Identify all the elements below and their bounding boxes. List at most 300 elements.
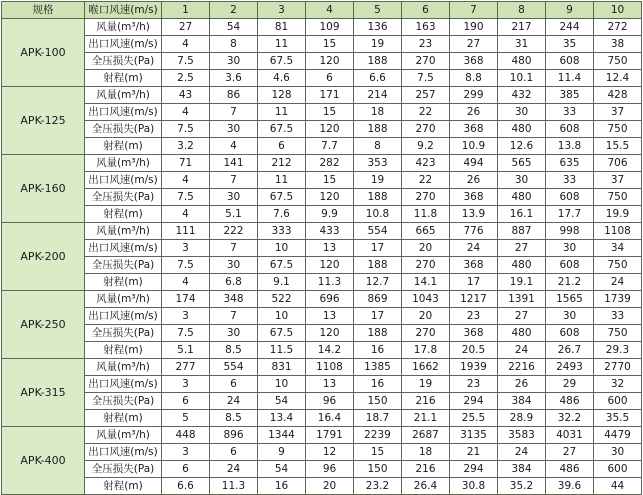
air-volume-label: 风量(m³/h) xyxy=(85,155,162,172)
table-body xyxy=(2,19,642,495)
table-row xyxy=(2,410,642,427)
outlet-velocity-label: 出口风速(m/s) xyxy=(85,104,162,121)
air-volume-value: 353 xyxy=(354,155,402,172)
throw-distance-value: 10.8 xyxy=(354,206,402,223)
throw-distance-value: 11.3 xyxy=(210,478,258,495)
table-row xyxy=(2,342,642,359)
table-row xyxy=(2,70,642,87)
throw-distance-value: 28.9 xyxy=(498,410,546,427)
pressure-loss-label: 全压损失(Pa) xyxy=(85,325,162,342)
pressure-loss-value: 368 xyxy=(450,121,498,138)
outlet-velocity-label: 出口风速(m/s) xyxy=(85,308,162,325)
throw-distance-value: 8.5 xyxy=(210,342,258,359)
outlet-velocity-value: 3 xyxy=(162,240,210,257)
throw-distance-value: 4 xyxy=(210,138,258,155)
throw-distance-label: 射程(m) xyxy=(85,138,162,155)
air-volume-value: 27 xyxy=(162,19,210,36)
air-volume-value: 277 xyxy=(162,359,210,376)
model-cell: APK-315 xyxy=(2,359,85,427)
outlet-velocity-value: 3 xyxy=(162,308,210,325)
throw-distance-value: 30.8 xyxy=(450,478,498,495)
outlet-velocity-value: 37 xyxy=(594,172,642,189)
throw-distance-value: 13.8 xyxy=(546,138,594,155)
air-volume-value: 635 xyxy=(546,155,594,172)
throw-distance-value: 18.7 xyxy=(354,410,402,427)
pressure-loss-value: 188 xyxy=(354,257,402,274)
air-volume-value: 141 xyxy=(210,155,258,172)
air-volume-value: 869 xyxy=(354,291,402,308)
pressure-loss-value: 54 xyxy=(258,461,306,478)
throw-distance-value: 35.2 xyxy=(498,478,546,495)
pressure-loss-value: 750 xyxy=(594,53,642,70)
pressure-loss-value: 7.5 xyxy=(162,121,210,138)
throw-distance-value: 15.5 xyxy=(594,138,642,155)
header-row xyxy=(2,2,642,19)
throw-distance-value: 24 xyxy=(498,342,546,359)
pressure-loss-value: 96 xyxy=(306,461,354,478)
column-header: 2 xyxy=(210,2,258,19)
pressure-loss-value: 7.5 xyxy=(162,325,210,342)
throw-distance-value: 32.2 xyxy=(546,410,594,427)
air-volume-value: 1391 xyxy=(498,291,546,308)
air-volume-value: 348 xyxy=(210,291,258,308)
air-volume-value: 706 xyxy=(594,155,642,172)
pressure-loss-value: 188 xyxy=(354,121,402,138)
pressure-loss-value: 608 xyxy=(546,121,594,138)
table-row xyxy=(2,359,642,376)
column-header: 4 xyxy=(306,2,354,19)
throw-distance-value: 35.5 xyxy=(594,410,642,427)
throw-distance-value: 13.4 xyxy=(258,410,306,427)
table-row xyxy=(2,308,642,325)
outlet-velocity-value: 17 xyxy=(354,308,402,325)
air-volume-value: 2216 xyxy=(498,359,546,376)
outlet-velocity-value: 11 xyxy=(258,172,306,189)
table-row xyxy=(2,257,642,274)
pressure-loss-value: 120 xyxy=(306,257,354,274)
outlet-velocity-value: 33 xyxy=(594,308,642,325)
table-row xyxy=(2,478,642,495)
throw-distance-value: 10.1 xyxy=(498,70,546,87)
throw-distance-value: 6 xyxy=(306,70,354,87)
pressure-loss-value: 480 xyxy=(498,53,546,70)
pressure-loss-value: 67.5 xyxy=(258,53,306,70)
throw-distance-value: 5 xyxy=(162,410,210,427)
air-volume-value: 887 xyxy=(498,223,546,240)
air-volume-value: 128 xyxy=(258,87,306,104)
throw-distance-value: 14.2 xyxy=(306,342,354,359)
outlet-velocity-value: 16 xyxy=(354,376,402,393)
throw-distance-value: 25.5 xyxy=(450,410,498,427)
pressure-loss-value: 30 xyxy=(210,189,258,206)
throw-distance-value: 44 xyxy=(594,478,642,495)
outlet-velocity-value: 15 xyxy=(306,104,354,121)
throw-distance-value: 12.6 xyxy=(498,138,546,155)
table-row xyxy=(2,19,642,36)
pressure-loss-value: 24 xyxy=(210,461,258,478)
pressure-loss-value: 7.5 xyxy=(162,53,210,70)
air-volume-value: 217 xyxy=(498,19,546,36)
table-row xyxy=(2,240,642,257)
throw-distance-value: 39.6 xyxy=(546,478,594,495)
throw-distance-value: 21.2 xyxy=(546,274,594,291)
column-header: 7 xyxy=(450,2,498,19)
air-volume-value: 448 xyxy=(162,427,210,444)
outlet-velocity-value: 32 xyxy=(594,376,642,393)
throw-distance-label: 射程(m) xyxy=(85,274,162,291)
outlet-velocity-value: 7 xyxy=(210,308,258,325)
outlet-velocity-value: 22 xyxy=(402,104,450,121)
pressure-loss-value: 270 xyxy=(402,189,450,206)
outlet-velocity-value: 3 xyxy=(162,376,210,393)
outlet-velocity-value: 13 xyxy=(306,308,354,325)
outlet-velocity-value: 19 xyxy=(354,36,402,53)
param-header: 喉口风速(m/s) xyxy=(85,2,162,19)
outlet-velocity-value: 30 xyxy=(498,104,546,121)
air-volume-value: 665 xyxy=(402,223,450,240)
column-header: 9 xyxy=(546,2,594,19)
air-volume-value: 272 xyxy=(594,19,642,36)
table-row xyxy=(2,325,642,342)
air-volume-value: 222 xyxy=(210,223,258,240)
air-volume-value: 111 xyxy=(162,223,210,240)
air-volume-value: 1217 xyxy=(450,291,498,308)
outlet-velocity-value: 38 xyxy=(594,36,642,53)
throw-distance-value: 9.2 xyxy=(402,138,450,155)
throw-distance-value: 6.8 xyxy=(210,274,258,291)
throw-distance-value: 17 xyxy=(450,274,498,291)
outlet-velocity-value: 35 xyxy=(546,36,594,53)
pressure-loss-value: 30 xyxy=(210,121,258,138)
column-header: 3 xyxy=(258,2,306,19)
air-volume-value: 432 xyxy=(498,87,546,104)
pressure-loss-value: 384 xyxy=(498,393,546,410)
outlet-velocity-value: 20 xyxy=(402,308,450,325)
air-volume-value: 257 xyxy=(402,87,450,104)
air-volume-value: 1939 xyxy=(450,359,498,376)
throw-distance-value: 7.7 xyxy=(306,138,354,155)
outlet-velocity-value: 4 xyxy=(162,36,210,53)
table-row xyxy=(2,155,642,172)
air-volume-value: 171 xyxy=(306,87,354,104)
air-volume-value: 109 xyxy=(306,19,354,36)
pressure-loss-value: 188 xyxy=(354,325,402,342)
air-volume-value: 2239 xyxy=(354,427,402,444)
pressure-loss-value: 120 xyxy=(306,325,354,342)
pressure-loss-value: 7.5 xyxy=(162,189,210,206)
throw-distance-value: 11.8 xyxy=(402,206,450,223)
throw-distance-value: 11.3 xyxy=(306,274,354,291)
outlet-velocity-label: 出口风速(m/s) xyxy=(85,444,162,461)
pressure-loss-value: 67.5 xyxy=(258,257,306,274)
outlet-velocity-value: 11 xyxy=(258,104,306,121)
throw-distance-value: 11.4 xyxy=(546,70,594,87)
outlet-velocity-value: 26 xyxy=(450,172,498,189)
table-row xyxy=(2,36,642,53)
air-volume-value: 423 xyxy=(402,155,450,172)
table-row xyxy=(2,189,642,206)
column-header: 5 xyxy=(354,2,402,19)
column-header: 6 xyxy=(402,2,450,19)
table-row xyxy=(2,172,642,189)
outlet-velocity-value: 19 xyxy=(354,172,402,189)
pressure-loss-value: 294 xyxy=(450,461,498,478)
air-volume-label: 风量(m³/h) xyxy=(85,87,162,104)
air-volume-value: 43 xyxy=(162,87,210,104)
air-volume-label: 风量(m³/h) xyxy=(85,223,162,240)
throw-distance-value: 13.9 xyxy=(450,206,498,223)
pressure-loss-value: 120 xyxy=(306,121,354,138)
spec-header: 规格 xyxy=(2,2,85,19)
air-volume-value: 81 xyxy=(258,19,306,36)
throw-distance-value: 10.9 xyxy=(450,138,498,155)
pressure-loss-value: 750 xyxy=(594,121,642,138)
outlet-velocity-value: 7 xyxy=(210,172,258,189)
air-volume-value: 494 xyxy=(450,155,498,172)
pressure-loss-label: 全压损失(Pa) xyxy=(85,461,162,478)
air-volume-value: 244 xyxy=(546,19,594,36)
outlet-velocity-value: 20 xyxy=(402,240,450,257)
air-volume-value: 1385 xyxy=(354,359,402,376)
air-volume-value: 71 xyxy=(162,155,210,172)
table-row xyxy=(2,444,642,461)
pressure-loss-value: 294 xyxy=(450,393,498,410)
model-cell: APK-200 xyxy=(2,223,85,291)
throw-distance-value: 3.6 xyxy=(210,70,258,87)
outlet-velocity-value: 33 xyxy=(546,104,594,121)
table-row xyxy=(2,223,642,240)
air-volume-value: 1565 xyxy=(546,291,594,308)
outlet-velocity-value: 11 xyxy=(258,36,306,53)
pressure-loss-value: 120 xyxy=(306,189,354,206)
pressure-loss-value: 384 xyxy=(498,461,546,478)
pressure-loss-value: 67.5 xyxy=(258,121,306,138)
table-row xyxy=(2,427,642,444)
throw-distance-value: 4.6 xyxy=(258,70,306,87)
air-volume-value: 1791 xyxy=(306,427,354,444)
pressure-loss-value: 96 xyxy=(306,393,354,410)
pressure-loss-value: 368 xyxy=(450,189,498,206)
outlet-velocity-value: 10 xyxy=(258,308,306,325)
table-row xyxy=(2,53,642,70)
air-volume-value: 190 xyxy=(450,19,498,36)
throw-distance-value: 17.7 xyxy=(546,206,594,223)
table-row xyxy=(2,138,642,155)
pressure-loss-value: 6 xyxy=(162,393,210,410)
pressure-loss-value: 368 xyxy=(450,53,498,70)
pressure-loss-value: 480 xyxy=(498,189,546,206)
throw-distance-value: 24 xyxy=(594,274,642,291)
throw-distance-value: 8.8 xyxy=(450,70,498,87)
outlet-velocity-value: 7 xyxy=(210,240,258,257)
outlet-velocity-value: 30 xyxy=(546,308,594,325)
air-volume-value: 522 xyxy=(258,291,306,308)
outlet-velocity-value: 15 xyxy=(306,172,354,189)
pressure-loss-value: 67.5 xyxy=(258,325,306,342)
air-volume-value: 1108 xyxy=(306,359,354,376)
air-volume-value: 554 xyxy=(210,359,258,376)
outlet-velocity-value: 17 xyxy=(354,240,402,257)
pressure-loss-label: 全压损失(Pa) xyxy=(85,257,162,274)
pressure-loss-label: 全压损失(Pa) xyxy=(85,393,162,410)
throw-distance-value: 16 xyxy=(258,478,306,495)
throw-distance-value: 16.1 xyxy=(498,206,546,223)
outlet-velocity-value: 27 xyxy=(498,240,546,257)
air-volume-value: 214 xyxy=(354,87,402,104)
apk-spec-table xyxy=(1,1,642,495)
outlet-velocity-value: 15 xyxy=(306,36,354,53)
table-row xyxy=(2,291,642,308)
pressure-loss-value: 486 xyxy=(546,461,594,478)
outlet-velocity-value: 24 xyxy=(498,444,546,461)
pressure-loss-value: 150 xyxy=(354,461,402,478)
outlet-velocity-value: 30 xyxy=(546,240,594,257)
column-header: 8 xyxy=(498,2,546,19)
throw-distance-value: 20.5 xyxy=(450,342,498,359)
pressure-loss-label: 全压损失(Pa) xyxy=(85,53,162,70)
pressure-loss-value: 188 xyxy=(354,189,402,206)
pressure-loss-value: 480 xyxy=(498,121,546,138)
pressure-loss-value: 750 xyxy=(594,325,642,342)
air-volume-value: 2687 xyxy=(402,427,450,444)
table-row xyxy=(2,376,642,393)
table-header xyxy=(2,2,642,19)
outlet-velocity-value: 18 xyxy=(402,444,450,461)
throw-distance-label: 射程(m) xyxy=(85,206,162,223)
pressure-loss-value: 270 xyxy=(402,257,450,274)
pressure-loss-value: 486 xyxy=(546,393,594,410)
pressure-loss-value: 24 xyxy=(210,393,258,410)
model-cell: APK-250 xyxy=(2,291,85,359)
model-cell: APK-160 xyxy=(2,155,85,223)
outlet-velocity-value: 30 xyxy=(594,444,642,461)
air-volume-value: 998 xyxy=(546,223,594,240)
outlet-velocity-value: 23 xyxy=(402,36,450,53)
table-row xyxy=(2,87,642,104)
pressure-loss-value: 368 xyxy=(450,325,498,342)
air-volume-value: 163 xyxy=(402,19,450,36)
air-volume-value: 1739 xyxy=(594,291,642,308)
outlet-velocity-value: 29 xyxy=(546,376,594,393)
air-volume-value: 212 xyxy=(258,155,306,172)
outlet-velocity-value: 6 xyxy=(210,444,258,461)
air-volume-value: 1043 xyxy=(402,291,450,308)
air-volume-value: 2493 xyxy=(546,359,594,376)
pressure-loss-value: 30 xyxy=(210,257,258,274)
air-volume-value: 136 xyxy=(354,19,402,36)
outlet-velocity-label: 出口风速(m/s) xyxy=(85,172,162,189)
throw-distance-value: 12.7 xyxy=(354,274,402,291)
outlet-velocity-value: 21 xyxy=(450,444,498,461)
throw-distance-value: 12.4 xyxy=(594,70,642,87)
air-volume-value: 565 xyxy=(498,155,546,172)
outlet-velocity-value: 19 xyxy=(402,376,450,393)
throw-distance-label: 射程(m) xyxy=(85,342,162,359)
throw-distance-value: 23.2 xyxy=(354,478,402,495)
pressure-loss-value: 368 xyxy=(450,257,498,274)
outlet-velocity-value: 27 xyxy=(498,308,546,325)
air-volume-value: 433 xyxy=(306,223,354,240)
outlet-velocity-value: 3 xyxy=(162,444,210,461)
pressure-loss-value: 30 xyxy=(210,53,258,70)
throw-distance-value: 29.3 xyxy=(594,342,642,359)
pressure-loss-value: 480 xyxy=(498,325,546,342)
model-cell: APK-400 xyxy=(2,427,85,495)
air-volume-value: 54 xyxy=(210,19,258,36)
throw-distance-value: 5.1 xyxy=(162,342,210,359)
throw-distance-value: 7.6 xyxy=(258,206,306,223)
table-row xyxy=(2,104,642,121)
throw-distance-value: 9.9 xyxy=(306,206,354,223)
throw-distance-value: 5.1 xyxy=(210,206,258,223)
outlet-velocity-value: 27 xyxy=(450,36,498,53)
outlet-velocity-label: 出口风速(m/s) xyxy=(85,240,162,257)
throw-distance-label: 射程(m) xyxy=(85,478,162,495)
air-volume-value: 174 xyxy=(162,291,210,308)
table-row xyxy=(2,206,642,223)
outlet-velocity-value: 30 xyxy=(498,172,546,189)
air-volume-value: 86 xyxy=(210,87,258,104)
pressure-loss-value: 600 xyxy=(594,461,642,478)
pressure-loss-value: 7.5 xyxy=(162,257,210,274)
pressure-loss-value: 750 xyxy=(594,257,642,274)
air-volume-value: 282 xyxy=(306,155,354,172)
pressure-loss-value: 188 xyxy=(354,53,402,70)
outlet-velocity-value: 23 xyxy=(450,376,498,393)
air-volume-value: 428 xyxy=(594,87,642,104)
throw-distance-value: 8 xyxy=(354,138,402,155)
throw-distance-value: 26.7 xyxy=(546,342,594,359)
model-cell: APK-125 xyxy=(2,87,85,155)
table-row xyxy=(2,461,642,478)
outlet-velocity-value: 4 xyxy=(162,104,210,121)
table-row xyxy=(2,121,642,138)
pressure-loss-value: 608 xyxy=(546,325,594,342)
pressure-loss-value: 600 xyxy=(594,393,642,410)
air-volume-value: 4031 xyxy=(546,427,594,444)
pressure-loss-value: 270 xyxy=(402,325,450,342)
throw-distance-value: 8.5 xyxy=(210,410,258,427)
air-volume-value: 4479 xyxy=(594,427,642,444)
outlet-velocity-value: 13 xyxy=(306,376,354,393)
outlet-velocity-value: 26 xyxy=(498,376,546,393)
outlet-velocity-value: 10 xyxy=(258,376,306,393)
outlet-velocity-label: 出口风速(m/s) xyxy=(85,376,162,393)
outlet-velocity-value: 27 xyxy=(546,444,594,461)
pressure-loss-value: 30 xyxy=(210,325,258,342)
air-volume-value: 554 xyxy=(354,223,402,240)
air-volume-value: 333 xyxy=(258,223,306,240)
outlet-velocity-value: 6 xyxy=(210,376,258,393)
outlet-velocity-value: 18 xyxy=(354,104,402,121)
throw-distance-value: 21.1 xyxy=(402,410,450,427)
outlet-velocity-value: 31 xyxy=(498,36,546,53)
air-volume-value: 385 xyxy=(546,87,594,104)
air-volume-value: 896 xyxy=(210,427,258,444)
throw-distance-value: 4 xyxy=(162,206,210,223)
throw-distance-value: 2.5 xyxy=(162,70,210,87)
throw-distance-value: 20 xyxy=(306,478,354,495)
outlet-velocity-value: 13 xyxy=(306,240,354,257)
throw-distance-value: 14.1 xyxy=(402,274,450,291)
throw-distance-value: 16.4 xyxy=(306,410,354,427)
throw-distance-label: 射程(m) xyxy=(85,70,162,87)
outlet-velocity-value: 26 xyxy=(450,104,498,121)
pressure-loss-value: 270 xyxy=(402,121,450,138)
outlet-velocity-value: 34 xyxy=(594,240,642,257)
pressure-loss-value: 216 xyxy=(402,393,450,410)
air-volume-value: 3583 xyxy=(498,427,546,444)
